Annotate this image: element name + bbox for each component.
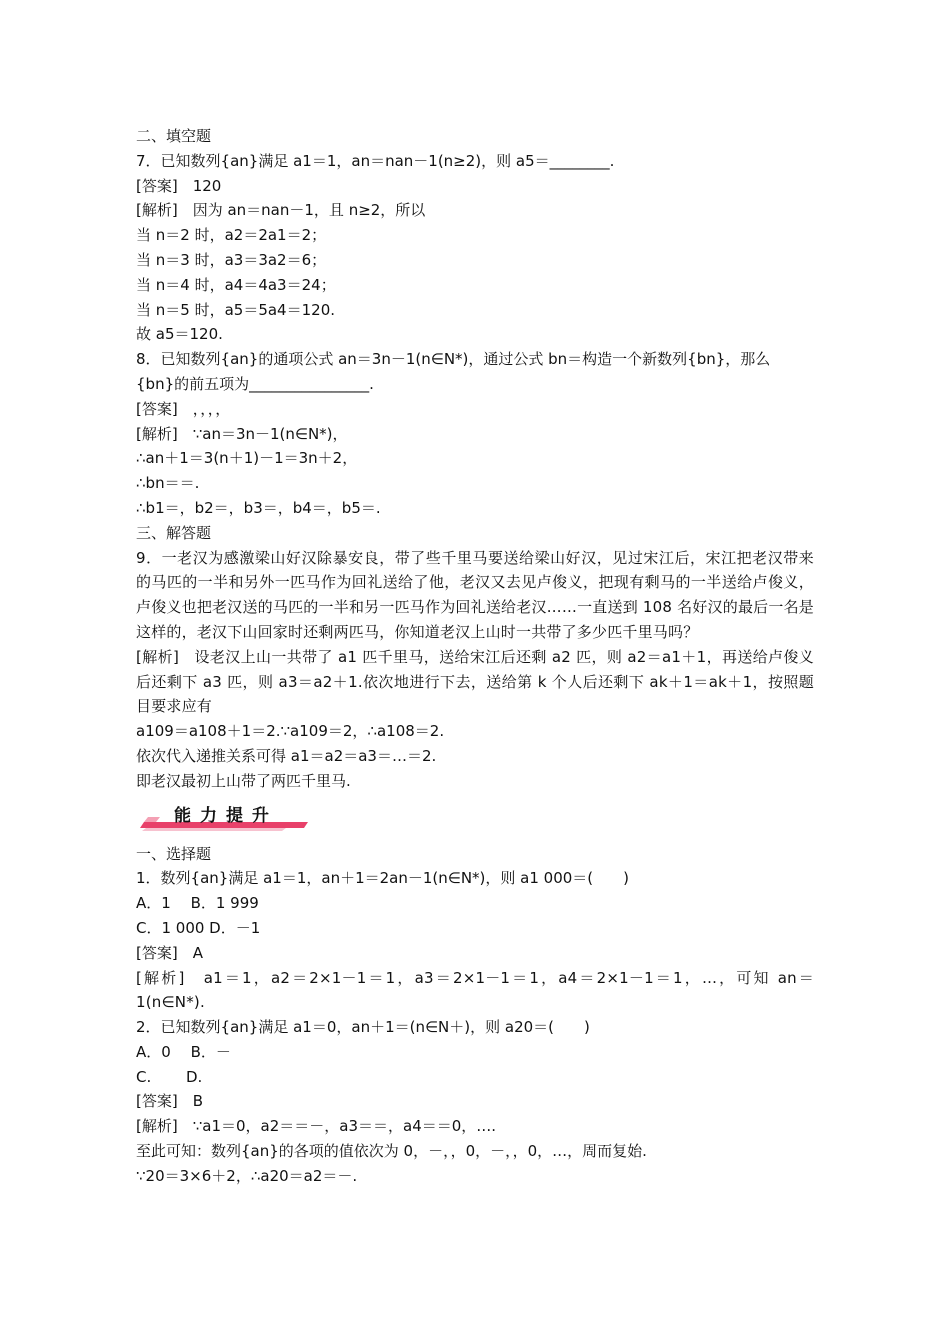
text-line: ∵20＝3×6＋2，∴a20＝a2＝－. [136,1166,358,1185]
text-line: 二、填空题 [136,127,212,145]
text-line: [答案] B [136,1092,203,1111]
text-line: 当 n＝2 时，a2＝2a1＝2； [136,226,327,245]
text-line: 即老汉最初上山带了两匹千里马. [136,771,351,790]
text-line: ∴an＋1＝3(n＋1)－1＝3n＋2， [136,449,358,468]
text-line: ∴b1＝，b2＝，b3＝，b4＝，b5＝. [136,498,381,517]
text-line: A．0 B．－ [136,1042,231,1061]
text-line: ∴bn＝＝. [136,474,200,493]
text-line: [解析] 因为 an＝nan－1，且 n≥2，所以 [136,201,426,220]
text-line: a109＝a108＋1＝2.∵a109＝2，∴a108＝2. [136,722,445,741]
document-page [136,124,814,1189]
banner-title: 能力提升 [174,805,278,826]
text-line: [答案] ，，，， [136,399,231,418]
text-line: 7．已知数列{an}满足 a1＝1，an＝nan－1(n≥2)，则 a5＝________. [136,151,615,170]
text-line: 当 n＝4 时，a4＝4a3＝24； [136,275,336,294]
text-line: C. D. [136,1067,203,1086]
text-line: 依次代入递推关系可得 a1＝a2＝a3＝…＝2. [136,746,437,765]
question-9-analysis: [解析] 设老汉上山一共带了 a1 匹千里马，送给宋江后还剩 a2 匹，则 a2＝a1＋1，再送给卢俊义后还剩下 a3 匹，则 a3＝a2＋1.依次地进行下去，送给第 k 个人后还剩下 ak＋1＝ak＋1，按照题目要求应有 [136,647,814,716]
text-line: 故 a5＝120. [136,325,223,344]
question-1-analysis: [解析] a1＝1，a2＝2×1－1＝1，a3＝2×1－1＝1，a4＝2×1－1＝1，…，可知 an＝1(n∈N*). [136,968,814,1012]
text-line: {bn}的前五项为________________. [136,374,374,393]
text-line: 2．已知数列{an}满足 a1＝0，an＋1＝(n∈N＋)，则 a20＝( ) [136,1018,590,1037]
text-line: 至此可知：数列{an}的各项的值依次为 0，－，，0，－，，0，…，周而复始. [136,1142,647,1161]
text-line: 当 n＝5 时，a5＝5a4＝120. [136,300,335,319]
text-line: [解析] ∵an＝3n－1(n∈N*)， [136,424,348,443]
text-line: 8．已知数列{an}的通项公式 an＝3n－1(n∈N*)，通过公式 bn＝构造一个新数列{bn}，那么 [136,350,771,369]
section-banner [136,798,814,832]
text-line: C．1 000 D．－1 [136,918,261,937]
text-line: 三、解答题 [136,523,212,542]
text-line: [解析] ∵a1＝0，a2＝＝－，a3＝＝，a4＝＝0，…. [136,1117,497,1136]
text-line: [答案] 120 [136,176,222,195]
text-line: A．1 B．1 999 [136,894,259,913]
text-line: 当 n＝3 时，a3＝3a2＝6； [136,250,327,269]
text-line: [答案] A [136,943,203,962]
question-9-paragraph: 9．一老汉为感激梁山好汉除暴安良，带了些千里马要送给梁山好汉，见过宋江后，宋江把老汉带来的马匹的一半和另外一匹马作为回礼送给了他，老汉又去见卢俊义，把现有剩马的一半送给卢俊义，卢俊义也把老汉送的马匹的一半和另一匹马作为回礼送给老汉……一直送到 108 名好汉的最后一名是这样的，老汉下山回家时还剩两匹马，你知道老汉上山时一共带了多少匹千里马吗？ [136,548,814,641]
text-line: 1．数列{an}满足 a1＝1，an＋1＝2an－1(n∈N*)，则 a1 000＝( ) [136,869,630,888]
text-line: 一、选择题 [136,844,212,863]
